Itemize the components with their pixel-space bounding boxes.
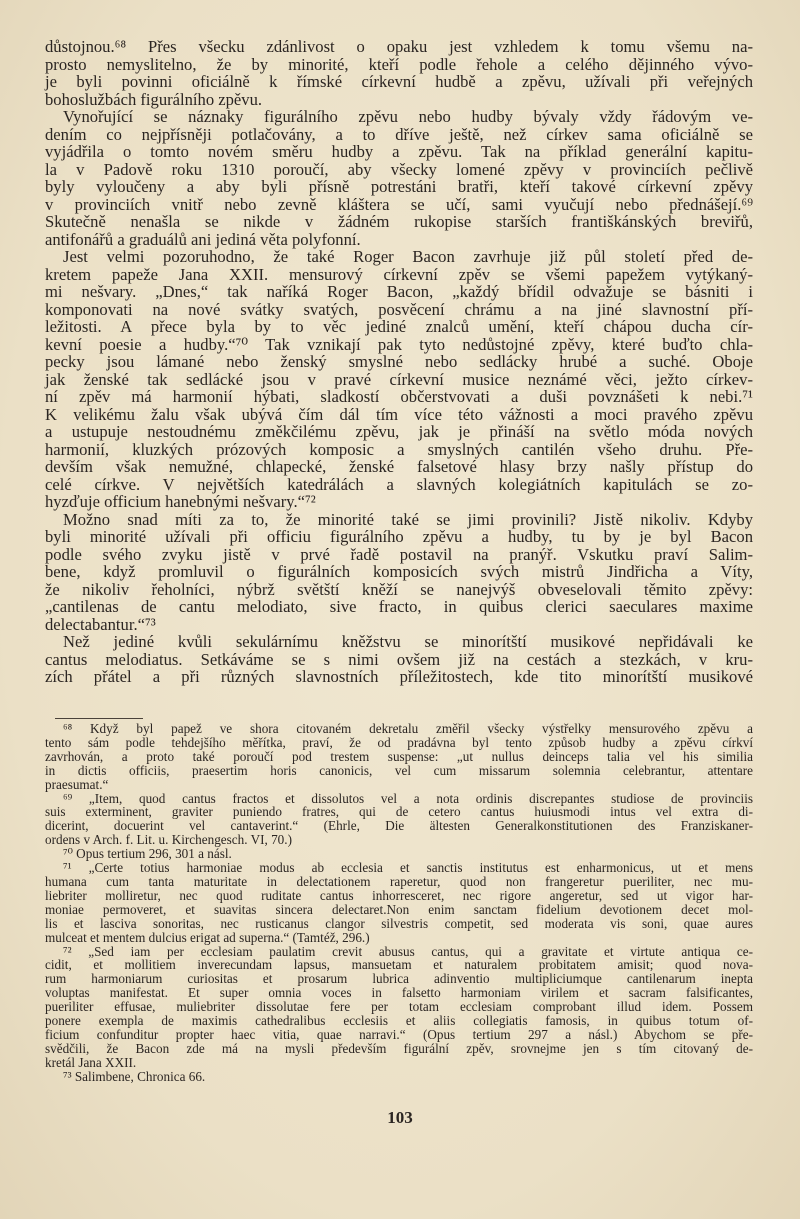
text-line: prosto nemyslitelno, že by minorité, kteří podle řehole a celého dějinného vývo- — [45, 54, 753, 74]
footnote-72 — [45, 945, 753, 1070]
footnote-71 — [45, 861, 753, 944]
footnote-line: pueriliter effusae, muliebriter dissolutae fere per totam ecclesiam comprobant illud idem. Possem — [45, 999, 753, 1015]
footnote-line: cidit, et mollitiem inverecundam lapsus, mansuetam et naturalem probitatem amisit; quod nova- — [45, 957, 753, 973]
text-line: kevní poesie a hudby.“⁷⁰ Tak vznikají pak tyto nedůstojné zpěvy, které buďto chla- — [45, 334, 753, 354]
paragraph — [45, 633, 753, 686]
text-line: komponovati na nové svátky svatých, posvěcení chrámu a na jiné slavnostní pří- — [45, 299, 753, 319]
text-line: pecky jsou lámané nebo ženský smyslné nebo sedlácky hrubé a suché. Oboje — [45, 352, 753, 371]
footnote-line: dicerint, docuerint vel cantaverint.“ (Ehrle, Die ältesten Generalkonstitutionen des Franziskaner- — [45, 818, 753, 834]
footnote-line: moniae permoveret, et suavitas sincera delectaret.Non enim sanctam fidelium devotionem decet mol- — [45, 901, 753, 917]
text-line: K velikému žalu však ubývá čím dál tím více této vážnosti a moci pravého zpěvu — [45, 404, 753, 424]
text-line: je byli povinni oficiálně k římské církevní hudbě a zpěvu, užívali při veřejných — [45, 72, 753, 91]
text-line: že nikoliv řeholníci, nýbrž světští kněží se nanejvýš obveselovali těmito zpěvy: — [45, 579, 753, 599]
text-line: bene, když promluvil o figurálních komposicích svých mistrů Jindřicha a Víty, — [45, 562, 753, 581]
footnote-70 — [45, 847, 753, 861]
text-line: cantus melodiatus. Setkáváme se s nimi ovšem již na cestách a stezkách, v kru- — [45, 649, 753, 669]
text-line: byli minorité užívali při officiu figurálního zpěvu a hudby, tu by je byl Bacon — [45, 527, 753, 546]
text-line: v provinciích vnitř nebo zevně kláštera se učí, sami vyučují nebo přednášejí.⁶⁹ — [45, 194, 753, 214]
text-line: Jest velmi pozoruhodno, že také Roger Bacon zavrhuje již půl století před de- — [63, 247, 753, 266]
text-line: mi nešvary. „Dnes,“ tak naříká Roger Bacon, „každý břídil odvažuje se básniti i — [45, 282, 753, 301]
footnote-line: lis et lasciva sonoritas, nec rusticanus clangor silvestris competit, sed moderata vis soni, quae aures — [45, 915, 753, 931]
footnote-line: mulceat et mentem dulcius erigat ad superna.“ (Tamtéž, 296.) — [45, 929, 370, 945]
footnote-line: ⁷³ Salimbene, Chronica 66. — [63, 1068, 206, 1084]
text-line: Skutečně nenašla se nikde v žádném rukopise starších františkánských breviřů, — [45, 212, 753, 231]
footnote-line: ⁶⁸ Když byl papež ve shora citovaném dekretalu změřil všecky výstřelky mensurového zpěvu a — [63, 721, 753, 736]
footnote-68 — [45, 722, 753, 792]
footnote-line: svědčili, že Bacon zde má na mysli především figurální zpěv, srovnejme jen s tím citovaný de- — [45, 1040, 753, 1056]
footnotes — [45, 722, 753, 1084]
text-line: devším však nemužné, chlapecké, ženské falsetové hlasy brzy našly přístup do — [45, 457, 753, 476]
footnote-69 — [45, 792, 753, 848]
text-line: antifonářů a graduálů ani jediná věta polyfonní. — [45, 229, 361, 249]
footnote-73 — [45, 1070, 753, 1084]
text-line: Možno snad míti za to, že minorité také se jimi provinili? Jistě nikoliv. Kdyby — [63, 509, 753, 529]
text-line: bohoslužbách figurálního zpěvu. — [45, 89, 263, 109]
footnote-line: zavrhován, a proto také poroučí pod trestem suspense: „ut nullus deinceps talia vel his similia — [45, 748, 753, 764]
footnote-line: ficium confunditur propter haec vitia, quae narravi.“ (Opus tertium 297 a násl.) Abychom se pře- — [45, 1026, 753, 1042]
footnote-line: ⁷² „Sed iam per ecclesiam paulatim crevit abusus cantus, qui a gravitate et virtute antiqua ce- — [63, 943, 753, 959]
footnote-line: ⁷¹ „Certe totius harmoniae modus ab ecclesia et sanctis institutus est enharmonicus, ut et mens — [63, 860, 753, 876]
text-line: harmonií, kluzkých prózových komposic a smyslných cantilén všeho druhu. Pře- — [45, 439, 753, 459]
footnote-line: suis exterminent, graviter puniendo fratres, qui de cetero cantus huiusmodi intus vel extra di- — [45, 804, 753, 820]
page-number: 103 — [387, 1108, 413, 1127]
text-line: podle svého zvyku jistě v prvé řadě postavil na pranýř. Vskutku praví Salim- — [45, 544, 753, 564]
paragraph — [45, 38, 753, 108]
footnote-line: in dictis officiis, praesertim horis canonicis, vel cum missarum solemnia celebrantur, attentare — [45, 762, 753, 778]
footnote-line: praesumat.“ — [45, 776, 109, 792]
text-line: Než jediné kvůli sekulárnímu kněžstvu se minorítští musikové nepřidávali ke — [63, 632, 753, 651]
text-line: dením co nejpřísněji potlačovány, a to dříve ještě, než církev sama oficiálně se — [45, 124, 753, 144]
text-line: hyzďuje officium hanebnými nešvary.“⁷² — [45, 492, 316, 511]
text-line: jak ženské tak sedlácké jsou v pravé církevní musice neznámé věci, ježto církev- — [45, 369, 753, 389]
text-line: „cantilenas de cantu melodiato, sive fracto, in quibus clerici saeculares maxime — [45, 597, 753, 616]
text-line: byly vyloučeny a aby byli přísně potrestáni bratři, kteří takové církevní zpěvy — [45, 177, 753, 196]
footnote-divider — [55, 718, 143, 719]
footnote-line: ordens v Arch. f. Lit. u. Kirchengesch. VI, 70.) — [45, 832, 292, 848]
text-line: Vynořující se náznaky figurálního zpěvu nebo hudby bývaly vždy řádovým ve- — [63, 107, 753, 126]
text-line: důstojnou.⁶⁸ Přes všecku zdánlivost o opaku jest vzhledem k tomu všemu na- — [45, 37, 753, 56]
footnote-line: liebriter molliretur, nec quod ruditate cantus inhorresceret, nec rigore angeretur, sed ut vigor har- — [45, 887, 753, 903]
footnote-line: ⁷⁰ Opus tertium 296, 301 a násl. — [63, 846, 232, 862]
paragraph — [45, 511, 753, 634]
footnote-line: humana cum tanta maturitate in delectationem raperetur, quod non frangeretur pueriliter, nec mu- — [45, 873, 753, 889]
text-line: a ustupuje nestoudnému změkčilému zpěvu, jak je přináší na světlo móda nových — [45, 422, 753, 441]
footnote-line: ponere exempla de maximis cathedralibus ecclesiis et aliis collegiatis famosis, in quibus totum of- — [45, 1013, 753, 1029]
footnote-line: rum harmoniarum curiositas et prosarum lubrica adinventio multipliciumque cantilenarum inepta — [45, 971, 753, 987]
footnote-line: tento sám podle tehdejšího měřítka, praví, že od pradávna byl tento způsob hudby a zpěvu církví — [45, 734, 753, 750]
footnote-line: kretál Jana XXII. — [45, 1054, 137, 1070]
text-line: delectabantur.“⁷³ — [45, 614, 156, 634]
paragraph — [45, 108, 753, 248]
footnote-line: ⁶⁹ „Item, quod cantus fractos et dissolutos vel a nota ordinis discrepantes studiose de provinciis — [63, 790, 753, 806]
text-line: kretem papeže Jana XXII. mensurový církevní zpěv se všemi papežem vytýkaný- — [45, 264, 753, 284]
text-line: ní zpěv má harmonií hýbati, sladkostí občerstvovati a duši povznášeti k nebi.⁷¹ — [45, 387, 753, 406]
text-line: zích přátel a při různých slavnostních příležitostech, kde tito minorítští musikové — [45, 667, 753, 686]
text-line: vyjádřila o tomto novém směru hudby a zpěvu. Tak na příklad generální kapitu- — [45, 142, 753, 161]
text-line: ležitosti. A přece byla by to věc jediné znalců umění, kteří chápou ducha cír- — [45, 317, 753, 336]
text-line: la v Padově roku 1310 poroučí, aby všecky lomené zpěvy v provinciích pečlivě — [45, 159, 753, 179]
text-line: celé církve. V největších katedrálách a slavných kolegiátních kapitulách se zo- — [45, 474, 753, 494]
paragraph — [45, 248, 753, 511]
main-text — [45, 38, 753, 686]
footnote-line: voluptas manifestat. Et super omnia voces in falsetto harmoniam virilem et sacram falsificantes, — [45, 985, 753, 1001]
